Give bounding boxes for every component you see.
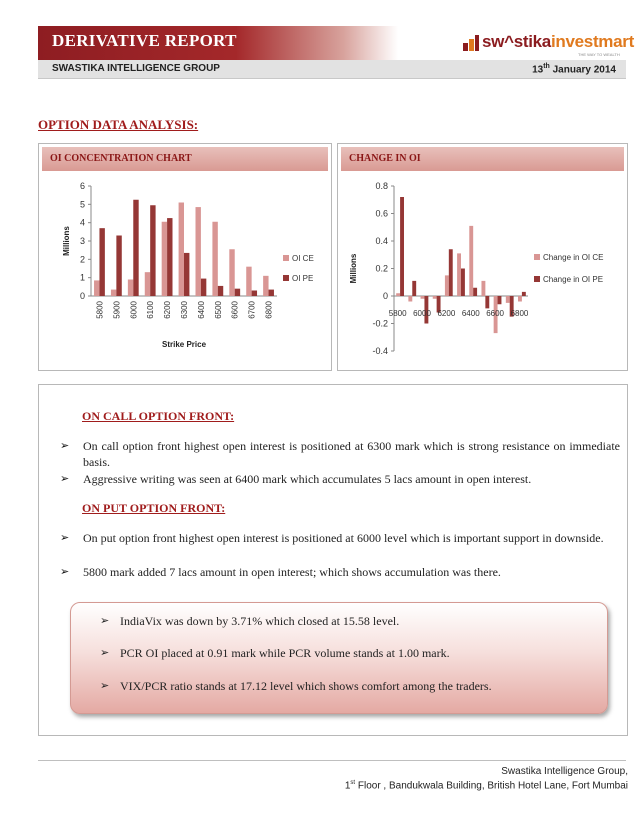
y-tick-label: -0.2: [372, 318, 388, 329]
put-bullet: [60, 530, 620, 564]
bar-oi-ce: [145, 272, 150, 296]
x-tick-label: 5800: [95, 301, 105, 319]
legend-label: Change in OI PE: [543, 275, 604, 284]
x-tick-label: 6100: [146, 301, 156, 319]
panel-title: CHANGE IN OI: [349, 153, 421, 164]
highlight-text: PCR OI placed at 0.91 mark while PCR volume stands at 1.00 mark.: [120, 646, 450, 660]
report-date: [532, 63, 616, 75]
company-logo: [458, 32, 634, 57]
bar-oi-ce: [246, 267, 251, 296]
x-tick-label: 6200: [163, 301, 173, 319]
bar-change-in-oi-ce: [433, 296, 437, 299]
date-suffix: th: [543, 63, 550, 70]
bar-change-in-oi-pe: [498, 296, 502, 304]
logo-text-swastika: sw^stika: [482, 32, 551, 51]
legend-swatch: [283, 275, 289, 281]
bar-oi-pe: [218, 286, 223, 296]
arrow-bullet-icon: ➢: [60, 439, 70, 452]
bar-oi-ce: [229, 249, 234, 296]
call-bullet: [60, 471, 620, 489]
bullet-text: Aggressive writing was seen at 6400 mark which accumulates 5 lacs amount in open interest.: [83, 472, 532, 486]
y-tick-label: 0: [382, 291, 388, 301]
x-tick-label: 5900: [112, 301, 122, 319]
y-tick-label: 0.6: [375, 208, 388, 219]
bar-change-in-oi-ce: [408, 296, 412, 302]
bar-oi-pe: [269, 290, 274, 296]
bar-change-in-oi-pe: [473, 288, 477, 296]
x-tick-label: 6200: [437, 309, 456, 318]
legend-label: OI PE: [292, 274, 314, 283]
bar-change-in-oi-pe: [522, 292, 526, 296]
footer-floor-suffix: st: [350, 780, 356, 786]
section-title: OPTION DATA ANALYSIS:: [38, 117, 199, 132]
bar-oi-pe: [167, 218, 172, 296]
x-tick-label: 6000: [413, 309, 431, 318]
bar-oi-ce: [162, 222, 167, 296]
bar-oi-pe: [235, 289, 240, 296]
swastika-logo-icon: [462, 34, 480, 52]
y-tick-label: 3: [79, 236, 85, 246]
highlight-text: IndiaVix was down by 3.71% which closed at 15.58 level.: [120, 614, 400, 628]
y-axis-label: Millions: [349, 253, 358, 284]
arrow-bullet-icon: ➢: [60, 565, 70, 578]
bar-change-in-oi-ce: [481, 281, 485, 296]
legend-swatch: [534, 254, 540, 260]
put-option-heading: ON PUT OPTION FRONT:: [82, 501, 226, 515]
x-tick-label: 6800: [510, 309, 529, 318]
bar-change-in-oi-pe: [449, 249, 453, 296]
bar-change-in-oi-pe: [412, 281, 416, 296]
logo-text-investmart: investmart: [550, 32, 634, 51]
bar-oi-pe: [252, 291, 257, 297]
x-tick-label: 6000: [129, 301, 139, 319]
bar-oi-pe: [99, 228, 104, 296]
legend-label: Change in OI CE: [543, 253, 604, 262]
bar-oi-pe: [150, 205, 155, 296]
highlight-text: VIX/PCR ratio stands at 17.12 level which shows comfort among the traders.: [120, 679, 492, 693]
bar-change-in-oi-ce: [469, 226, 473, 296]
bar-oi-ce: [195, 207, 200, 296]
panel-header: [341, 147, 624, 171]
bar-oi-pe: [116, 236, 121, 297]
bar-oi-ce: [111, 290, 116, 296]
y-tick-label: 5: [79, 199, 85, 210]
bar-oi-pe: [184, 253, 189, 296]
x-tick-label: 6700: [247, 301, 257, 319]
y-tick-label: -0.4: [372, 346, 388, 356]
bar-change-in-oi-pe: [461, 269, 465, 297]
legend-swatch: [534, 276, 540, 282]
footer-company: Swastika Intelligence Group,: [501, 766, 628, 777]
y-tick-label: 6: [79, 181, 85, 191]
highlight-item: [100, 646, 580, 662]
oi-concentration-panel: [38, 143, 332, 371]
y-tick-label: 0.2: [375, 263, 388, 274]
bar-change-in-oi-ce: [457, 253, 461, 296]
bullet-text: On call option front highest open interest is positioned at 6300 mark which is strong resistance on immediate basis.: [83, 439, 620, 469]
panel-title: OI CONCENTRATION CHART: [50, 153, 192, 164]
put-bullet: [60, 564, 620, 582]
x-tick-label: 6600: [486, 309, 505, 318]
bar-oi-ce: [94, 280, 99, 296]
highlight-item: [100, 679, 580, 695]
date-month-year: January 2014: [549, 64, 616, 76]
date-day: 13: [532, 64, 544, 76]
footer-address-text: Floor , Bandukwala Building, British Hotel Lane, Fort Mumbai: [355, 780, 628, 792]
highlight-item: [100, 614, 580, 630]
bar-oi-pe: [201, 279, 206, 296]
x-tick-label: 5800: [388, 309, 407, 318]
arrow-bullet-icon: ➢: [100, 614, 110, 627]
bar-oi-ce: [212, 222, 217, 296]
arrow-bullet-icon: ➢: [60, 472, 70, 485]
x-tick-label: 6400: [196, 301, 206, 319]
bar-change-in-oi-ce: [506, 296, 510, 303]
report-title: DERIVATIVE REPORT: [52, 31, 237, 50]
x-tick-label: 6400: [461, 309, 480, 318]
y-axis-label: Millions: [62, 226, 71, 256]
arrow-bullet-icon: ➢: [100, 679, 110, 692]
change-in-oi-panel: [337, 143, 628, 371]
bar-change-in-oi-pe: [400, 197, 404, 296]
bar-change-in-oi-pe: [485, 296, 489, 308]
x-tick-label: 6600: [230, 301, 240, 319]
x-tick-label: 6500: [213, 301, 223, 319]
footer-divider: [38, 760, 626, 761]
footer-floor-number: 1: [344, 780, 351, 792]
arrow-bullet-icon: ➢: [100, 646, 110, 659]
change-in-oi-chart: [338, 172, 625, 368]
call-option-heading: ON CALL OPTION FRONT:: [82, 409, 235, 423]
x-tick-label: 6800: [264, 301, 274, 319]
legend-label: OI CE: [292, 254, 314, 263]
y-tick-label: 2: [79, 254, 85, 265]
bullet-text: 5800 mark added 7 lacs amount in open interest; which shows accumulation was there.: [83, 565, 501, 579]
panel-header: [42, 147, 328, 171]
bar-change-in-oi-ce: [421, 296, 425, 299]
y-tick-label: 4: [79, 217, 85, 228]
x-axis-label: Strike Price: [161, 340, 207, 349]
y-tick-label: 0: [79, 291, 85, 301]
bar-change-in-oi-ce: [518, 296, 522, 302]
call-bullet: [60, 438, 620, 472]
y-tick-label: 1: [79, 272, 85, 283]
footer-address: [345, 780, 628, 791]
arrow-bullet-icon: ➢: [60, 531, 70, 544]
bullet-text: On put option front highest open interest is positioned at 6000 level which is important support in downside.: [83, 531, 604, 545]
bar-oi-ce: [128, 280, 133, 297]
bar-oi-pe: [133, 200, 138, 296]
oi-concentration-chart: [39, 172, 329, 368]
bar-oi-ce: [263, 276, 268, 296]
y-tick-label: 0.8: [375, 181, 388, 191]
bar-oi-ce: [179, 203, 184, 297]
bar-change-in-oi-ce: [396, 293, 400, 296]
logo-tagline: THE WAY TO WEALTH: [578, 52, 620, 57]
group-name: SWASTIKA INTELLIGENCE GROUP: [52, 63, 220, 74]
y-tick-label: 0.4: [375, 236, 388, 246]
x-tick-label: 6300: [180, 301, 189, 319]
bar-change-in-oi-ce: [445, 275, 449, 296]
legend-swatch: [283, 255, 289, 261]
